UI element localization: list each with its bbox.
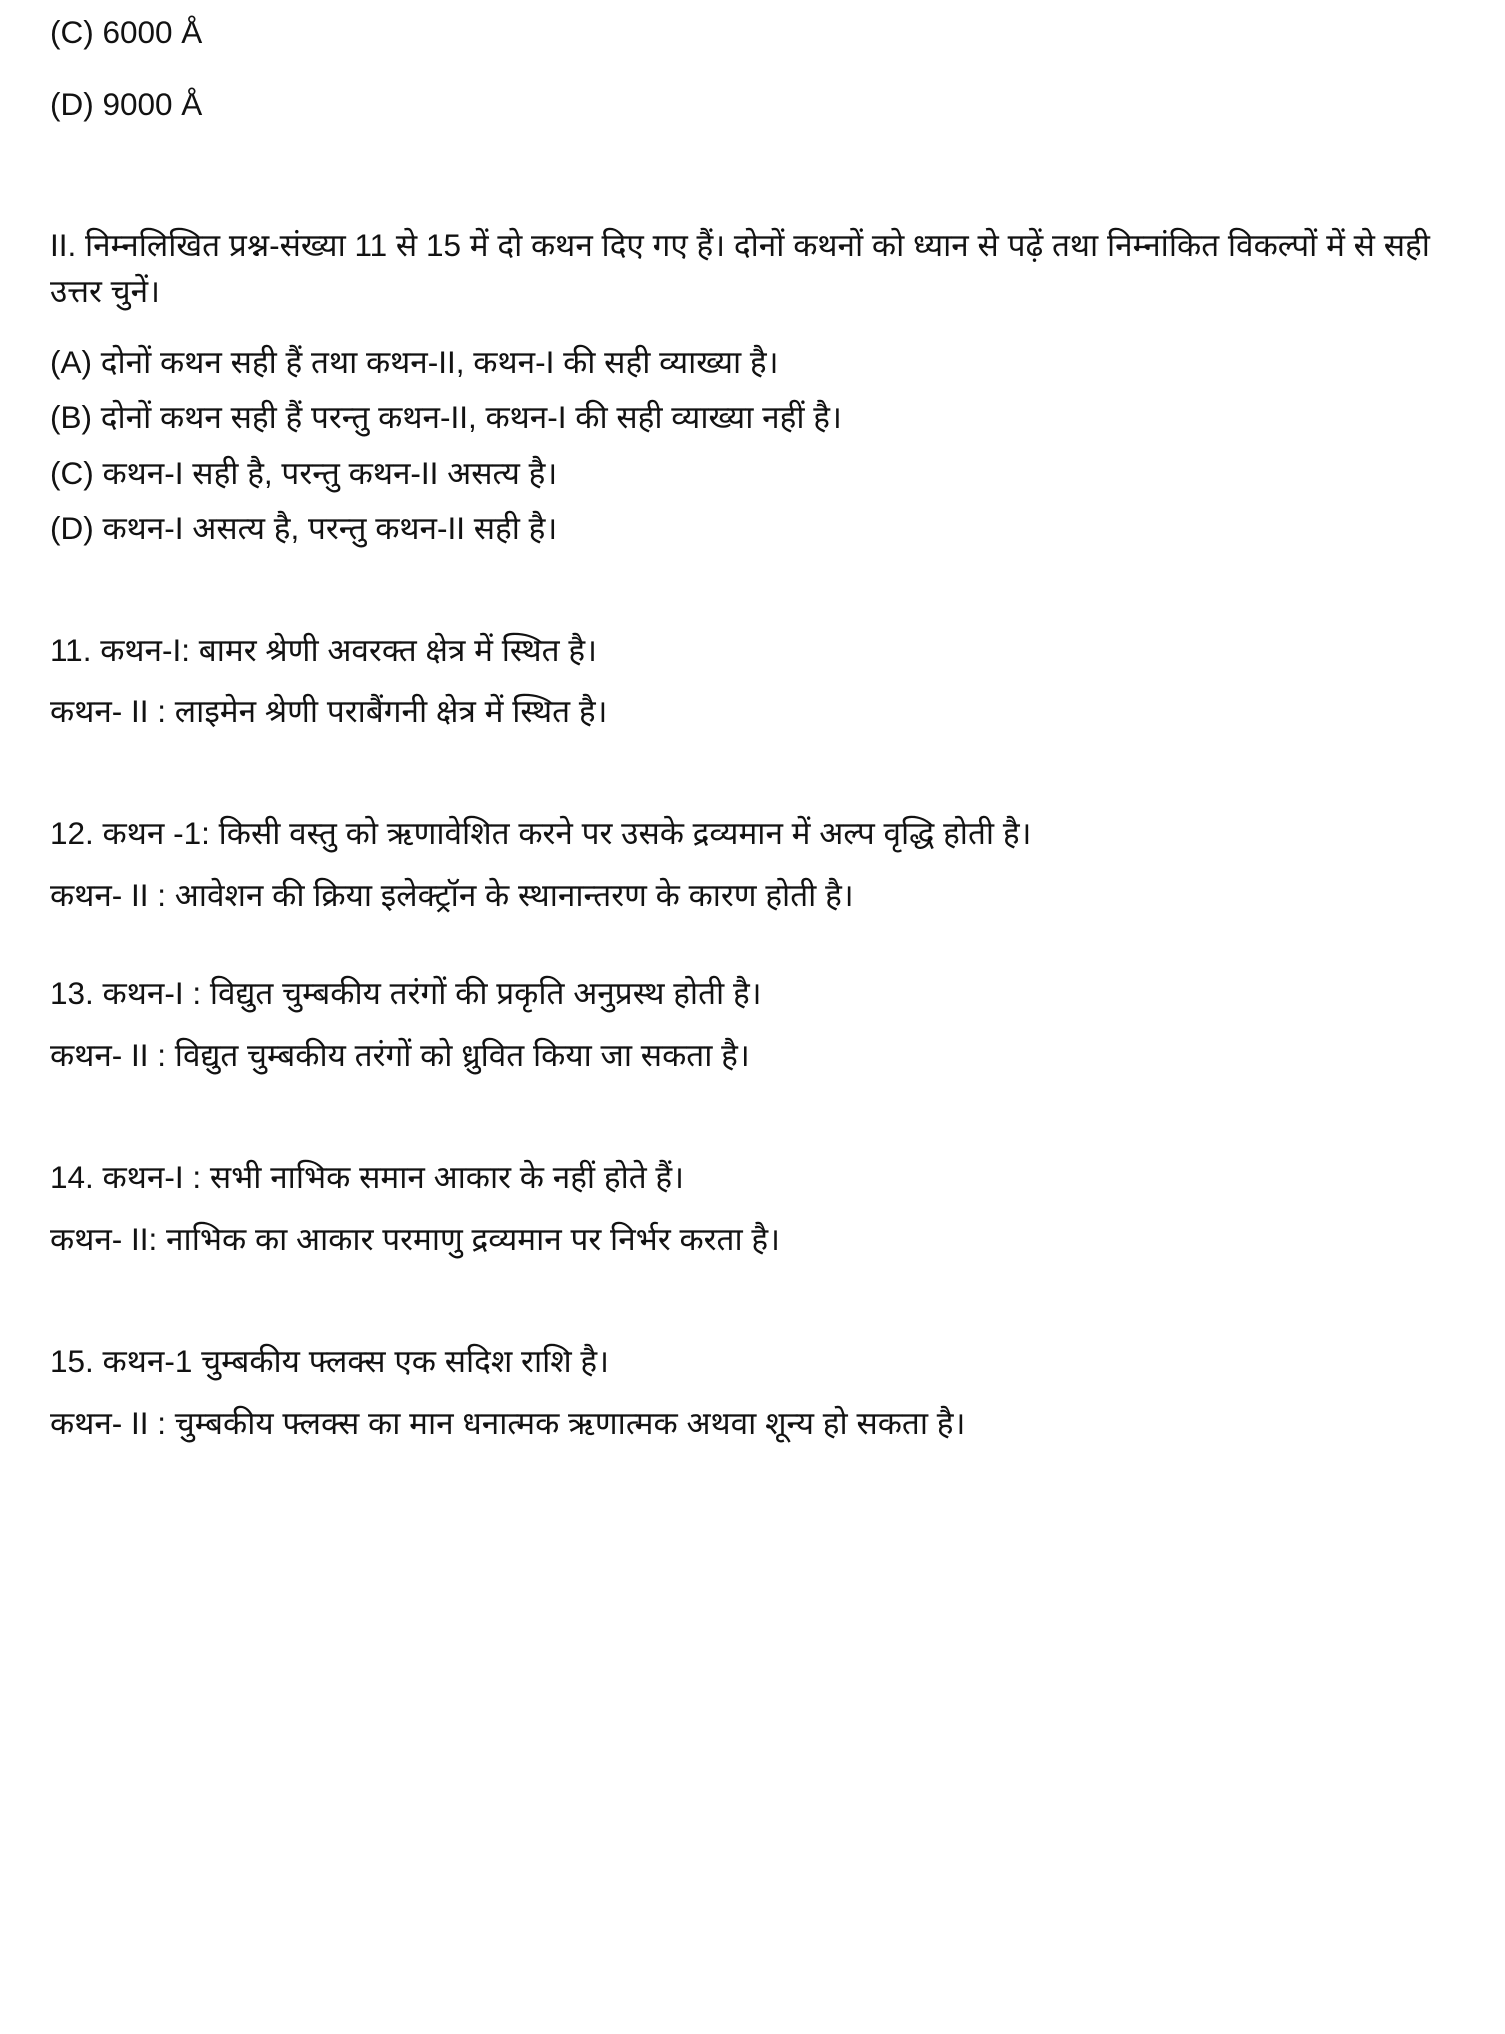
question-15-statement-1: 15. कथन-1 चुम्बकीय फ्लक्स एक सदिश राशि है। (50, 1343, 610, 1380)
question-14-statement-2: कथन- II: नाभिक का आकार परमाणु द्रव्यमान पर निर्भर करता है। (50, 1221, 781, 1258)
question-15 (50, 1339, 1445, 1447)
spacer-before-q12 (50, 735, 1445, 811)
spacer-before-instruction (50, 127, 1445, 223)
spacer-opt-b-c (50, 441, 1445, 451)
spacer-top (50, 0, 1445, 10)
spacer-opt-a-b (50, 385, 1445, 395)
spacer-before-q13 (50, 919, 1445, 971)
spacer-before-q11 (50, 552, 1445, 628)
question-11-statement-2: कथन- II : लाइमेन श्रेणी पराबैंगनी क्षेत्र में स्थित है। (50, 693, 608, 730)
question-14 (50, 1155, 1445, 1263)
question-13 (50, 971, 1445, 1079)
instruction-option-b: (B) दोनों कथन सही हैं परन्तु कथन-II, कथन-I की सही व्याख्या नहीं है। (50, 399, 842, 436)
spacer-opt-c-d (50, 496, 1445, 506)
option-c-top: (C) 6000 Å (50, 14, 203, 50)
option-d-top: (D) 9000 Å (50, 85, 203, 122)
instruction-option-a: (A) दोनों कथन सही हैं तथा कथन-II, कथन-I की सही व्याख्या है। (50, 344, 779, 381)
spacer-before-instruction-options (50, 314, 1445, 340)
instruction-option-d: (D) कथन-I असत्य है, परन्तु कथन-II सही है। (50, 510, 558, 547)
question-14-statement-1: 14. कथन-I : सभी नाभिक समान आकार के नहीं होते हैं। (50, 1159, 685, 1196)
question-12 (50, 811, 1445, 919)
spacer-between-top-options (50, 56, 1445, 82)
instruction-paragraph: II. निम्नलिखित प्रश्न-संख्या 11 से 15 में दो कथन दिए गए हैं। दोनों कथनों को ध्यान से पढ़ें तथा निम्नांकित विकल्पों में से सही उत्तर चुनें। (50, 227, 1430, 309)
question-11-statement-1: 11. कथन-I: बामर श्रेणी अवरक्त क्षेत्र में स्थित है। (50, 631, 598, 668)
instruction-option-c: (C) कथन-I सही है, परन्तु कथन-II असत्य है। (50, 454, 558, 491)
question-12-statement-2: कथन- II : आवेशन की क्रिया इलेक्ट्रॉन के स्थानान्तरण के कारण होती है। (50, 877, 854, 914)
question-11 (50, 628, 1445, 736)
spacer-before-q14 (50, 1079, 1445, 1155)
question-13-statement-2: कथन- II : विद्युत चुम्बकीय तरंगों को ध्रुवित किया जा सकता है। (50, 1037, 750, 1074)
question-12-statement-1: 12. कथन -1: किसी वस्तु को ऋणावेशित करने पर उसके द्रव्यमान में अल्प वृद्धि होती है। (50, 815, 1032, 852)
spacer-before-q15 (50, 1263, 1445, 1339)
question-15-statement-2: कथन- II : चुम्बकीय फ्लक्स का मान धनात्मक ऋणात्मक अथवा शून्य हो सकता है। (50, 1405, 966, 1442)
question-13-statement-1: 13. कथन-I : विद्युत चुम्बकीय तरंगों की प्रकृति अनुप्रस्थ होती है। (50, 975, 762, 1012)
